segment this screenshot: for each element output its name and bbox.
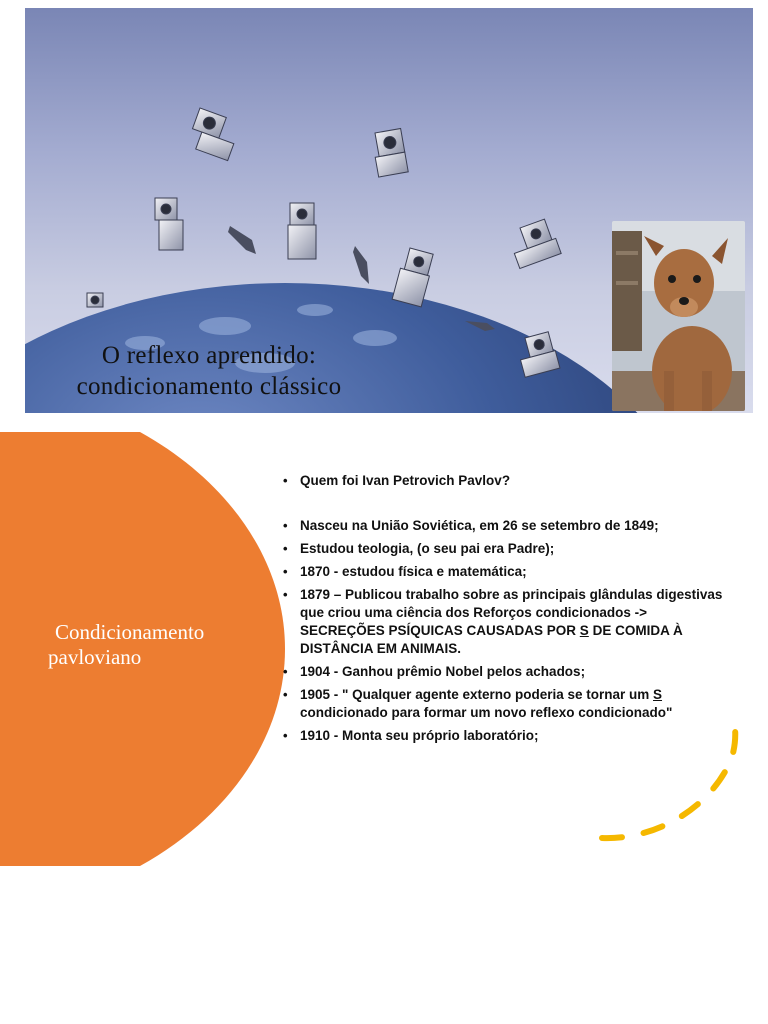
section-title bbox=[48, 620, 248, 670]
bullet-list bbox=[283, 472, 723, 750]
decorative-dashed-arc bbox=[594, 720, 744, 850]
list-item: • 1910 - Monta seu próprio laboratório; bbox=[283, 727, 723, 745]
title-slide bbox=[25, 8, 753, 413]
title-line-1: O reflexo aprendido: bbox=[101, 342, 317, 369]
slide-title bbox=[25, 340, 393, 402]
bullet-text: 1879 – Publicou trabalho sobre as principais glândulas digestivas que criou uma ciência dos Reforços condicionados -> SECREÇÕES PSÍQUICAS CAUSADAS POR bbox=[300, 587, 723, 638]
list-item bbox=[283, 586, 723, 658]
bullet-text: condicionado para formar um novo reflexo condicionado" bbox=[300, 705, 673, 720]
dog-photo bbox=[612, 221, 745, 411]
list-item: • 1904 - Ganhou prêmio Nobel pelos achados; bbox=[283, 663, 723, 681]
section-title-line-1: Condicionamento bbox=[55, 620, 205, 644]
stimulus-letter: S bbox=[579, 623, 589, 638]
content-slide bbox=[0, 432, 768, 866]
section-title-line-2: pavloviano bbox=[48, 645, 142, 669]
title-line-2: condicionamento clássico bbox=[76, 373, 342, 400]
list-item: • 1870 - estudou física e matemática; bbox=[283, 563, 723, 581]
list-item bbox=[283, 686, 723, 722]
bullet-text: 1905 - " Qualquer agente externo poderia se tornar um bbox=[300, 687, 654, 702]
list-item: • Quem foi Ivan Petrovich Pavlov? bbox=[283, 472, 723, 490]
list-item: • Estudou teologia, (o seu pai era Padre); bbox=[283, 540, 723, 558]
bullet-text: DE COMIDA À DISTÂNCIA EM ANIMAIS. bbox=[300, 623, 683, 656]
stimulus-letter: S bbox=[653, 687, 663, 702]
list-item: • Nasceu na União Soviética, em 26 se setembro de 1849; bbox=[283, 517, 723, 535]
